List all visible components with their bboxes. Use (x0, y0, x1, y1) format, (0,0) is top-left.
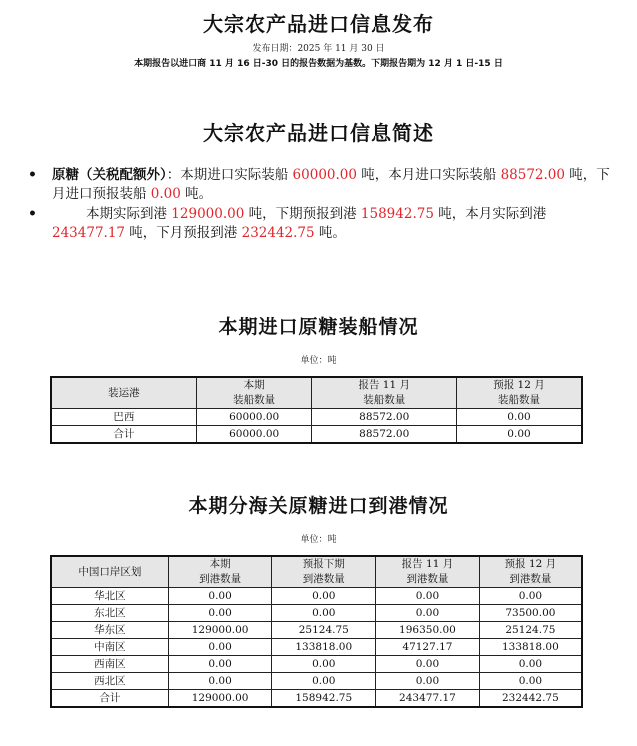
column-header-forecast-month: 预报 12 月 装船数量 (456, 377, 582, 409)
table-row-total (51, 426, 582, 444)
column-header-next-period-forecast: 预报下期 到港数量 (272, 556, 376, 588)
arrived-this-period: 129000.00 (171, 206, 245, 222)
table-cell: 73500.00 (479, 605, 582, 622)
summary-title: 大宗农产品进口信息简述 (203, 121, 434, 145)
table-cell: 华北区 (51, 588, 168, 605)
table-cell: 0.00 (456, 409, 582, 426)
summary-text: 吨，下月预报到港 (125, 225, 242, 241)
summary-text: 吨，本月实际到港 (433, 206, 547, 222)
table-cell: 0.00 (168, 639, 272, 656)
table-cell: 0.00 (168, 605, 272, 622)
table-cell: 0.00 (376, 588, 480, 605)
table-cell: 0.00 (168, 656, 272, 673)
table-header-row (51, 377, 582, 409)
table-row (51, 605, 582, 622)
table-cell: 133818.00 (272, 639, 376, 656)
bullet-icon: • (28, 167, 37, 183)
table-row (51, 656, 582, 673)
table-row (51, 409, 582, 426)
column-header-forecast-month: 预报 12 月 到港数量 (479, 556, 582, 588)
table-row (51, 622, 582, 639)
shipping-table (50, 376, 583, 444)
arrival-table (50, 555, 583, 708)
table-header-row (51, 556, 582, 588)
summary-bullets (28, 166, 618, 243)
forecast-arrival-next-period: 158942.75 (360, 206, 434, 222)
table-cell: 25124.75 (479, 622, 582, 639)
commodity-label: 原糖（关税配额外） (52, 167, 167, 183)
table-cell: 243477.17 (376, 690, 480, 708)
summary-text: 吨，本月进口实际装船 (356, 167, 501, 183)
shipped-this-month: 88572.00 (500, 167, 565, 183)
summary-text: 本期实际到港 (86, 206, 172, 222)
table-row (51, 588, 582, 605)
table-cell: 133818.00 (479, 639, 582, 656)
table-cell: 47127.17 (376, 639, 480, 656)
shipping-section-title: 本期进口原糖装船情况 (218, 316, 419, 338)
arrived-this-month: 243477.17 (52, 225, 126, 241)
table-cell: 129000.00 (168, 622, 272, 639)
table-cell: 25124.75 (272, 622, 376, 639)
table-cell: 129000.00 (168, 690, 272, 708)
shipped-this-period: 60000.00 (292, 167, 357, 183)
column-header-this-period: 本期 到港数量 (168, 556, 272, 588)
column-header-report-month: 报告 11 月 装船数量 (312, 377, 457, 409)
table-cell: 0.00 (168, 588, 272, 605)
forecast-shipped-next-month: 0.00 (150, 186, 181, 202)
table-cell: 华东区 (51, 622, 168, 639)
table-row (51, 639, 582, 656)
column-header-port: 装运港 (51, 377, 196, 409)
publish-date: 发布日期：2025 年 11 月 30 日 (252, 44, 385, 54)
table-cell: 0.00 (479, 588, 582, 605)
table-cell: 196350.00 (376, 622, 480, 639)
table-cell: 0.00 (456, 426, 582, 444)
table-cell: 0.00 (479, 656, 582, 673)
table-cell: 0.00 (376, 656, 480, 673)
table-cell: 0.00 (272, 588, 376, 605)
table-cell: 60000.00 (196, 426, 312, 444)
table-cell: 合计 (51, 690, 168, 708)
summary-text: 吨，下月进口预报装船 (52, 167, 610, 202)
table-row-total (51, 690, 582, 708)
page-title: 大宗农产品进口信息发布 (203, 12, 434, 36)
table-cell: 0.00 (376, 673, 480, 690)
table-cell: 0.00 (376, 605, 480, 622)
arrival-unit-label: 单位：吨 (300, 535, 337, 545)
table-cell: 232442.75 (479, 690, 582, 708)
table-cell: 合计 (51, 426, 196, 444)
column-header-region: 中国口岸区划 (51, 556, 168, 588)
summary-text: ：本期进口实际装船 (166, 167, 293, 183)
table-cell: 西北区 (51, 673, 168, 690)
table-cell: 0.00 (479, 673, 582, 690)
table-cell: 60000.00 (196, 409, 312, 426)
summary-bullet-2 (28, 205, 618, 243)
table-cell: 0.00 (272, 656, 376, 673)
table-cell: 西南区 (51, 656, 168, 673)
summary-text: 吨。 (314, 225, 346, 241)
summary-bullet-1 (28, 166, 618, 204)
table-cell: 158942.75 (272, 690, 376, 708)
table-cell: 0.00 (272, 673, 376, 690)
table-cell: 东北区 (51, 605, 168, 622)
summary-text: 吨。 (180, 186, 213, 202)
table-cell: 巴西 (51, 409, 196, 426)
table-cell: 0.00 (168, 673, 272, 690)
table-row (51, 673, 582, 690)
column-header-this-period: 本期 装船数量 (196, 377, 312, 409)
shipping-unit-label: 单位：吨 (300, 356, 337, 366)
table-cell: 0.00 (272, 605, 376, 622)
forecast-arrival-next-month: 232442.75 (241, 225, 315, 241)
table-cell: 中南区 (51, 639, 168, 656)
summary-text: 吨，下期预报到港 (244, 206, 361, 222)
column-header-report-month: 报告 11 月 到港数量 (376, 556, 480, 588)
bullet-icon: • (28, 206, 37, 222)
table-cell: 88572.00 (312, 426, 457, 444)
table-cell: 88572.00 (312, 409, 457, 426)
report-period-note: 本期报告以进口商 11 月 16 日-30 日的报告数据为基数。下期报告期为 12 月 1 日-15 日 (134, 59, 503, 69)
arrival-section-title: 本期分海关原糖进口到港情况 (188, 495, 449, 517)
